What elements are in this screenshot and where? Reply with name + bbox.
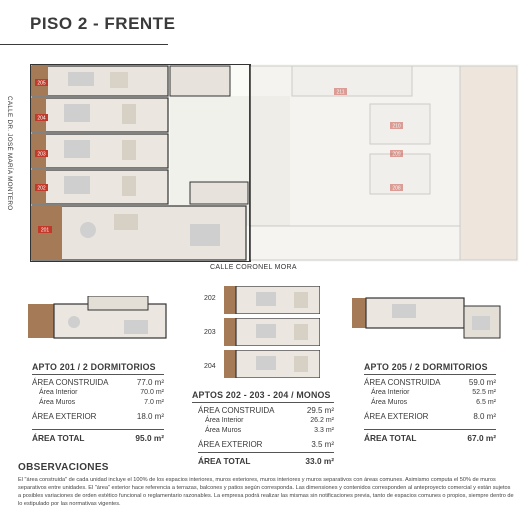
- title-underline: [0, 44, 168, 45]
- apt-202-thumbnail: [224, 286, 320, 314]
- area-row: ÁREA EXTERIOR 8.0 m²: [364, 412, 496, 421]
- area-row: Área Muros 7.0 m²: [39, 399, 164, 406]
- unit-202-plan: [32, 170, 168, 204]
- page-title: PISO 2 - FRENTE: [30, 14, 176, 33]
- apt-202-heading: APTOS 202 - 203 - 204 / MONOS: [192, 390, 331, 400]
- unit-204-plan: [32, 98, 168, 132]
- tag-202: 202: [37, 185, 46, 192]
- area-row: ÁREA EXTERIOR 3.5 m²: [198, 440, 334, 449]
- street-label-left: CALLE DR. JOSÉ MARÍA MONTERO: [6, 96, 13, 211]
- tag-201: 201: [40, 227, 50, 234]
- divider: [192, 402, 334, 403]
- area-row: Área Muros 6.5 m²: [371, 399, 496, 406]
- faded-units: [250, 66, 517, 260]
- apt-204-thumbnail: [224, 350, 320, 378]
- street-label-bottom: CALLE CORONEL MORA: [210, 264, 297, 271]
- total-row: ÁREA TOTAL 33.0 m²: [198, 456, 334, 466]
- total-row: ÁREA TOTAL 67.0 m²: [364, 433, 496, 443]
- observaciones-text: El "área construida" de cada unidad incluye el 100% de los espacios interiores, muros exteriores, muros interiores y muros separativos con áreas comunes. Asimismo computa el 50% de muros separativos entre unidades. El "área" exterior hace referencia a terrazas, balcones y patios según corresponda. Las dimensiones y contenidos corresponden al anteproyecto comercial y están sujetos a posibles variaciones de orden estético funcional o reglamentario razonables. La empresa podrá realizar las mismas sin notificaciones previa, tanto de espacios comunes o propios, siempre dentro de lo estipulado por las normativas vigentes.: [18, 477, 514, 507]
- total-row: ÁREA TOTAL 95.0 m²: [32, 433, 164, 443]
- area-row: ÁREA CONSTRUIDA 77.0 m²: [32, 378, 164, 387]
- divider: [32, 374, 164, 375]
- observaciones-title: OBSERVACIONES: [18, 462, 109, 473]
- apt-205-thumbnail: [352, 296, 502, 340]
- area-row: Área Interior 52.5 m²: [371, 389, 496, 396]
- divider: [198, 452, 334, 453]
- unit-205-plan: [32, 66, 168, 96]
- tag-209: 209: [392, 151, 401, 158]
- area-row: Área Muros 3.3 m²: [205, 427, 334, 434]
- unit-203-plan: [32, 134, 168, 168]
- divider: [364, 374, 496, 375]
- area-row: Área Interior 70.0 m²: [39, 389, 164, 396]
- tag-205: 205: [37, 80, 46, 87]
- area-row: ÁREA CONSTRUIDA 29.5 m²: [198, 406, 334, 415]
- area-row: ÁREA CONSTRUIDA 59.0 m²: [364, 378, 496, 387]
- label-204: 204: [204, 363, 216, 370]
- area-row: Área Interior 26.2 m²: [205, 417, 334, 424]
- apt-202-204-areas: [192, 390, 334, 467]
- tag-203: 203: [37, 151, 46, 158]
- label-202: 202: [204, 295, 216, 302]
- apt-203-thumbnail: [224, 318, 320, 346]
- area-row: ÁREA EXTERIOR 18.0 m²: [32, 412, 164, 421]
- unit-201-plan: [32, 206, 246, 260]
- floor-plan: [30, 64, 519, 262]
- tag-208: 208: [392, 185, 401, 192]
- label-203: 203: [204, 329, 216, 336]
- apt-201-thumbnail: [28, 296, 168, 340]
- tag-211: 211: [336, 89, 345, 96]
- tag-210: 210: [392, 123, 401, 130]
- divider: [364, 429, 496, 430]
- apt-205-heading: APTO 205 / 2 DORMITORIOS: [364, 362, 488, 372]
- divider: [32, 429, 164, 430]
- apt-205-areas: [364, 362, 496, 444]
- tag-204: 204: [37, 115, 46, 122]
- apt-201-heading: APTO 201 / 2 DORMITORIOS: [32, 362, 156, 372]
- apt-201-areas: [32, 362, 164, 444]
